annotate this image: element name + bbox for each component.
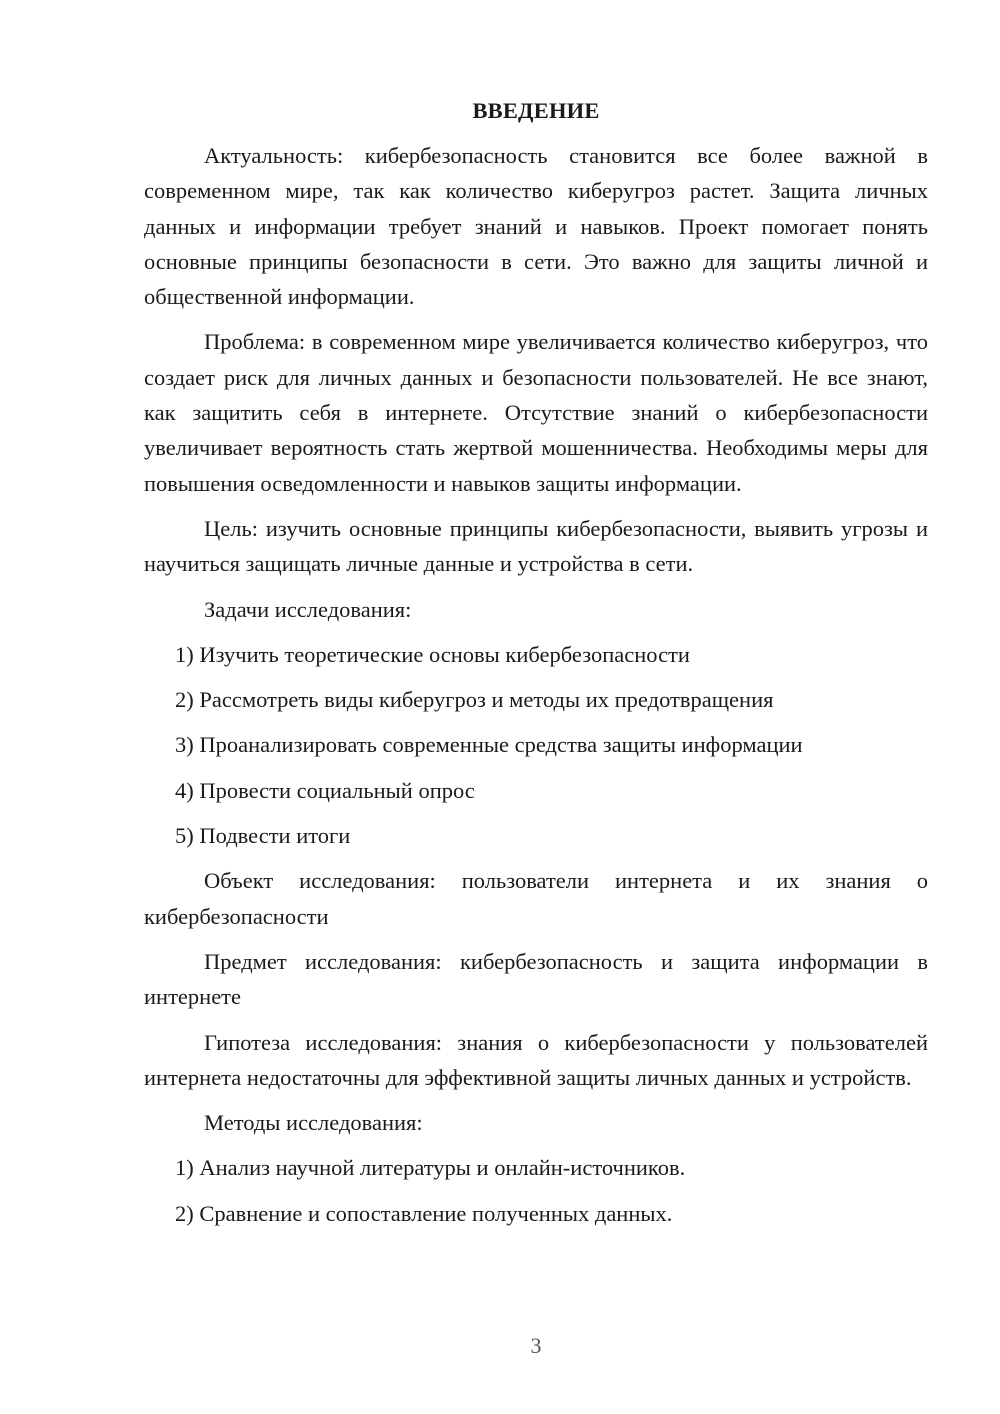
list-item: 2) Рассмотреть виды киберугроз и методы их предотвращения [175, 687, 774, 713]
goal-paragraph: Цель: изучить основные принципы кибербезопасности, выявить угрозы и научиться защищать личные данные и устройства в сети. [144, 515, 928, 577]
page-title: ВВЕДЕНИЕ [472, 98, 600, 123]
methods-list [144, 1150, 928, 1231]
page-content [144, 94, 928, 1241]
page-number: 3 [530, 1333, 542, 1358]
list-item: 1) Изучить теоретические основы кибербезопасности [175, 641, 690, 667]
tasks-heading: Задачи исследования: [204, 596, 412, 622]
object-paragraph: Объект исследования: пользователи интернета и их знания о кибербезопасности [144, 868, 928, 929]
hypothesis-paragraph: Гипотеза исследования: знания о кибербезопасности у пользователей интернета недостаточны для эффективной защиты личных данных и устройств. [144, 1029, 928, 1090]
list-item: 5) Подвести итоги [175, 823, 351, 849]
subject-paragraph: Предмет исследования: кибербезопасность и защита информации в интернете [144, 948, 928, 1010]
methods-heading: Методы исследования: [204, 1110, 423, 1136]
list-item: 3) Проанализировать современные средства защиты информации [175, 732, 803, 758]
list-item: 4) Провести социальный опрос [175, 777, 475, 803]
problem-paragraph: Проблема: в современном мире увеличивается количество киберугроз, что создает риск для личных данных и безопасности пользователей. Не все знают, как защитить себя в интернете. Отсутствие знаний о кибербезопасности увеличивает вероятность стать жертвой мошенничества. Необходимы меры для повышения осведомленности и навыков защиты информации. [144, 329, 928, 496]
list-item: 1) Анализ научной литературы и онлайн-источников. [175, 1155, 686, 1181]
list-item: 2) Сравнение и сопоставление полученных данных. [175, 1200, 673, 1226]
tasks-list [144, 637, 928, 853]
relevance-paragraph: Актуальность: кибербезопасность становится все более важной в современном мире, так как количество киберугроз растет. Защита личных данных и информации требует знаний и навыков. Проект помогает понять основные принципы безопасности в сети. Это важно для защиты личной и общественной информации. [144, 143, 928, 310]
